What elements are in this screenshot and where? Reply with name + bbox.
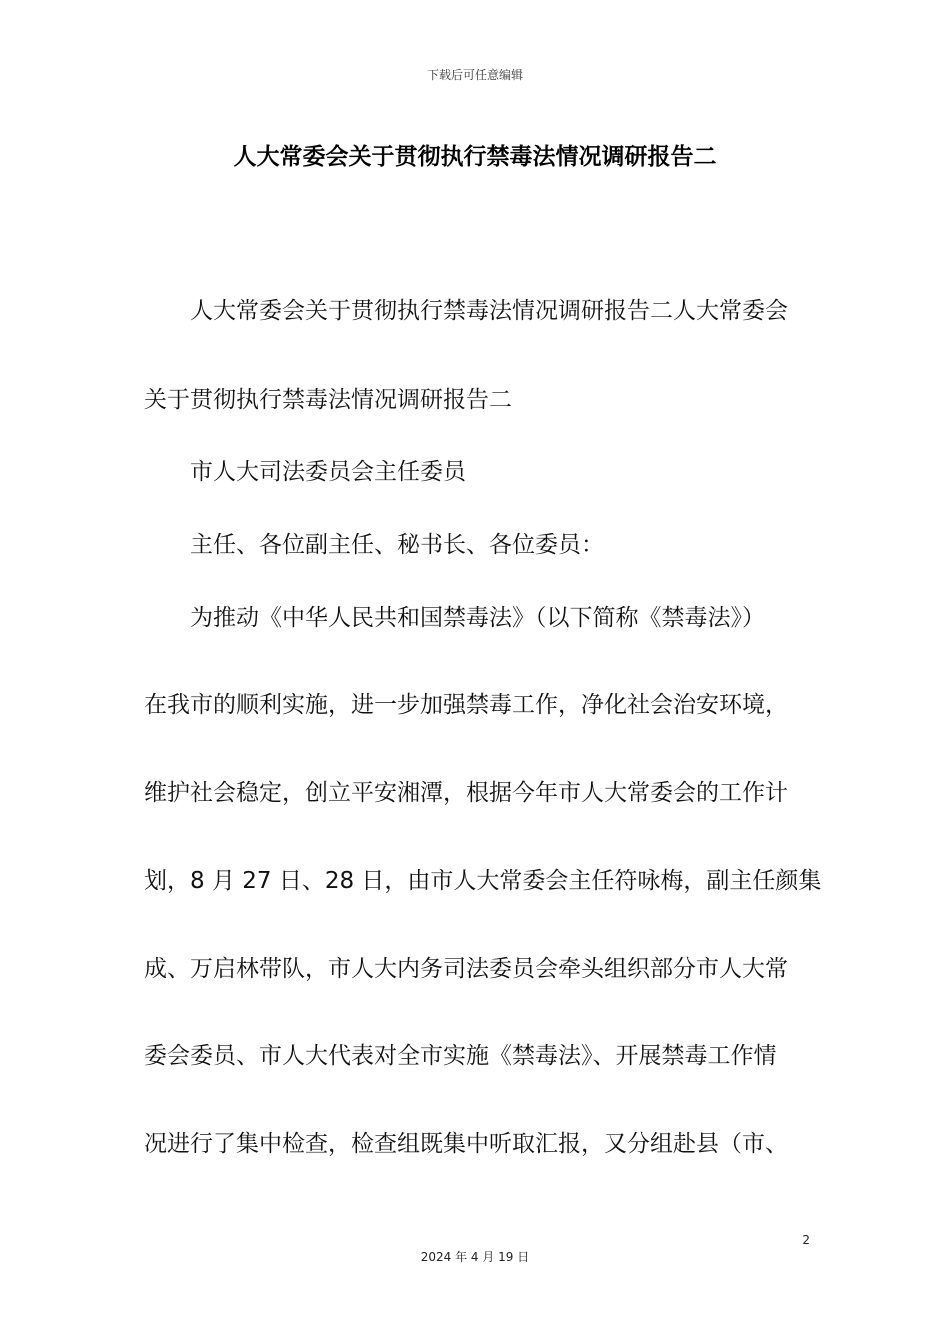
body-line: 市人大司法委员会主任委员 <box>190 459 466 485</box>
page-number: 2 <box>802 1233 810 1247</box>
body-line: 成、万启林带队，市人大内务司法委员会牵头组织部分市人大常 <box>144 956 788 982</box>
body-line: 在我市的顺利实施，进一步加强禁毒工作，净化社会治安环境， <box>144 692 788 718</box>
body-line: 委会委员、市人大代表对全市实施《禁毒法》、开展禁毒工作情 <box>144 1043 777 1069</box>
body-line: 人大常委会关于贯彻执行禁毒法情况调研报告二人大常委会 <box>190 298 788 324</box>
body-line: 关于贯彻执行禁毒法情况调研报告二 <box>144 387 512 413</box>
body-line: 况进行了集中检查，检查组既集中听取汇报，又分组赴县（市、 <box>144 1131 788 1157</box>
body-line: 主任、各位副主任、秘书长、各位委员： <box>190 532 604 558</box>
body-line: 为推动《中华人民共和国禁毒法》（以下简称《禁毒法》） <box>190 605 765 631</box>
footer-date: 2024 年 4 月 19 日 <box>420 1250 530 1264</box>
body-line: 维护社会稳定，创立平安湘潭，根据今年市人大常委会的工作计 <box>144 780 788 806</box>
document-title: 人大常委会关于贯彻执行禁毒法情况调研报告二 <box>233 144 717 170</box>
header-note: 下载后可任意编辑 <box>426 68 523 82</box>
body-line: 划，8 月 27 日、28 日，由市人大常委会主任符咏梅，副主任颜集 <box>144 868 822 894</box>
